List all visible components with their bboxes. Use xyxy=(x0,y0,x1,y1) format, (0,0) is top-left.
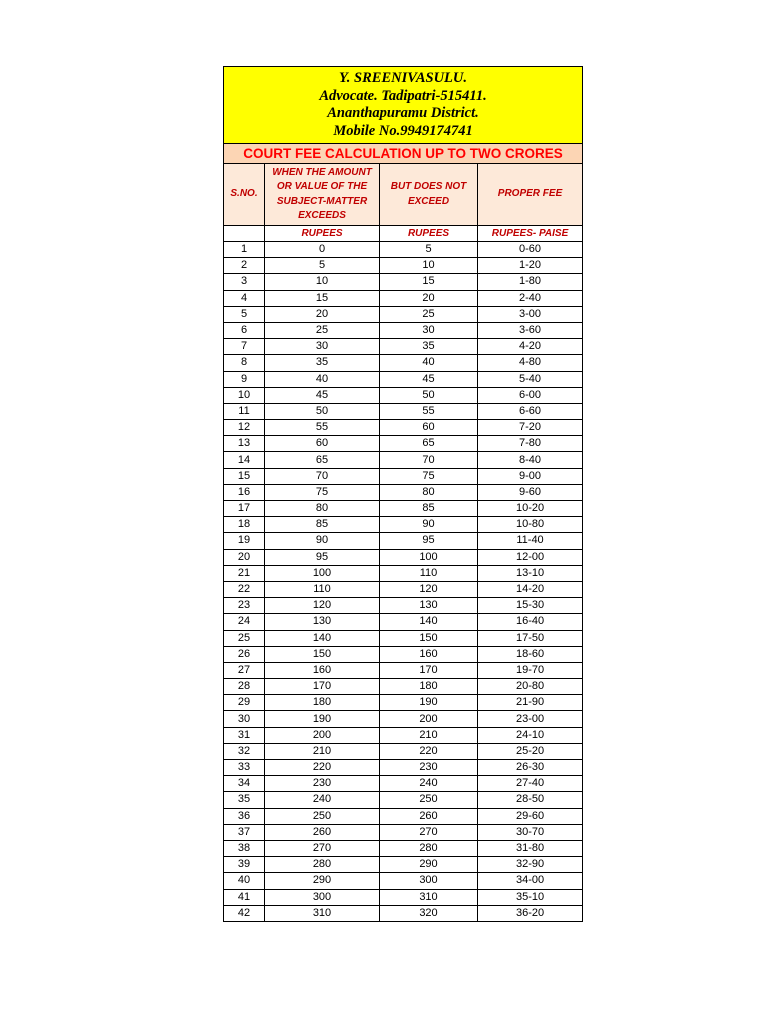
row-not-exceed: 320 xyxy=(380,905,478,921)
row-not-exceed: 220 xyxy=(380,743,478,759)
row-exceeds: 70 xyxy=(265,468,380,484)
row-fee: 7-20 xyxy=(478,420,583,436)
row-exceeds: 40 xyxy=(265,371,380,387)
row-not-exceed: 55 xyxy=(380,403,478,419)
row-exceeds: 45 xyxy=(265,387,380,403)
row-fee: 4-20 xyxy=(478,339,583,355)
unit-cell-not-exceed: RUPEES xyxy=(380,226,478,242)
table-row xyxy=(224,889,583,905)
table-row xyxy=(224,484,583,500)
row-exceeds: 0 xyxy=(265,242,380,258)
row-exceeds: 290 xyxy=(265,873,380,889)
row-not-exceed: 310 xyxy=(380,889,478,905)
row-fee: 1-80 xyxy=(478,274,583,290)
row-fee: 21-90 xyxy=(478,695,583,711)
row-not-exceed: 20 xyxy=(380,290,478,306)
row-fee: 20-80 xyxy=(478,679,583,695)
row-fee: 14-20 xyxy=(478,581,583,597)
row-fee: 12-00 xyxy=(478,549,583,565)
row-exceeds: 150 xyxy=(265,646,380,662)
row-fee: 8-40 xyxy=(478,452,583,468)
table-row xyxy=(224,306,583,322)
row-exceeds: 85 xyxy=(265,517,380,533)
row-sno: 5 xyxy=(224,306,265,322)
row-sno: 10 xyxy=(224,387,265,403)
row-fee: 35-10 xyxy=(478,889,583,905)
row-sno: 32 xyxy=(224,743,265,759)
row-not-exceed: 150 xyxy=(380,630,478,646)
row-exceeds: 210 xyxy=(265,743,380,759)
row-not-exceed: 200 xyxy=(380,711,478,727)
row-sno: 34 xyxy=(224,776,265,792)
row-sno: 1 xyxy=(224,242,265,258)
row-not-exceed: 70 xyxy=(380,452,478,468)
row-exceeds: 80 xyxy=(265,501,380,517)
row-exceeds: 75 xyxy=(265,484,380,500)
court-fee-sheet xyxy=(223,66,582,922)
row-sno: 4 xyxy=(224,290,265,306)
row-sno: 40 xyxy=(224,873,265,889)
table-row xyxy=(224,501,583,517)
row-exceeds: 160 xyxy=(265,662,380,678)
table-row xyxy=(224,371,583,387)
row-exceeds: 220 xyxy=(265,760,380,776)
row-sno: 18 xyxy=(224,517,265,533)
row-not-exceed: 250 xyxy=(380,792,478,808)
row-sno: 14 xyxy=(224,452,265,468)
row-exceeds: 120 xyxy=(265,598,380,614)
table-row xyxy=(224,403,583,419)
row-fee: 0-60 xyxy=(478,242,583,258)
table-row xyxy=(224,436,583,452)
row-exceeds: 110 xyxy=(265,581,380,597)
row-not-exceed: 130 xyxy=(380,598,478,614)
row-exceeds: 260 xyxy=(265,824,380,840)
row-fee: 25-20 xyxy=(478,743,583,759)
row-sno: 8 xyxy=(224,355,265,371)
row-sno: 22 xyxy=(224,581,265,597)
row-sno: 20 xyxy=(224,549,265,565)
row-fee: 9-00 xyxy=(478,468,583,484)
table-row xyxy=(224,662,583,678)
row-exceeds: 300 xyxy=(265,889,380,905)
row-not-exceed: 270 xyxy=(380,824,478,840)
table-row xyxy=(224,517,583,533)
table-row xyxy=(224,873,583,889)
row-fee: 16-40 xyxy=(478,614,583,630)
row-fee: 29-60 xyxy=(478,808,583,824)
row-fee: 31-80 xyxy=(478,840,583,856)
row-fee: 6-60 xyxy=(478,403,583,419)
table-row xyxy=(224,242,583,258)
row-exceeds: 230 xyxy=(265,776,380,792)
row-not-exceed: 80 xyxy=(380,484,478,500)
row-not-exceed: 35 xyxy=(380,339,478,355)
row-exceeds: 55 xyxy=(265,420,380,436)
unit-cell-fee: RUPEES- PAISE xyxy=(478,226,583,242)
row-not-exceed: 15 xyxy=(380,274,478,290)
row-fee: 13-10 xyxy=(478,565,583,581)
row-exceeds: 270 xyxy=(265,840,380,856)
column-header-exceeds: WHEN THE AMOUNT OR VALUE OF THE SUBJECT-MATTER EXCEEDS xyxy=(265,164,380,226)
row-not-exceed: 300 xyxy=(380,873,478,889)
row-fee: 9-60 xyxy=(478,484,583,500)
row-exceeds: 100 xyxy=(265,565,380,581)
row-fee: 26-30 xyxy=(478,760,583,776)
table-row xyxy=(224,322,583,338)
row-not-exceed: 260 xyxy=(380,808,478,824)
table-row xyxy=(224,355,583,371)
row-fee: 36-20 xyxy=(478,905,583,921)
table-row xyxy=(224,857,583,873)
row-fee: 3-60 xyxy=(478,322,583,338)
row-not-exceed: 65 xyxy=(380,436,478,452)
row-fee: 10-20 xyxy=(478,501,583,517)
row-not-exceed: 290 xyxy=(380,857,478,873)
unit-cell-sno xyxy=(224,226,265,242)
column-header-fee: PROPER FEE xyxy=(478,164,583,226)
row-fee: 4-80 xyxy=(478,355,583,371)
row-sno: 36 xyxy=(224,808,265,824)
table-row xyxy=(224,581,583,597)
row-exceeds: 170 xyxy=(265,679,380,695)
table-row xyxy=(224,743,583,759)
row-sno: 38 xyxy=(224,840,265,856)
row-exceeds: 60 xyxy=(265,436,380,452)
row-sno: 16 xyxy=(224,484,265,500)
row-exceeds: 30 xyxy=(265,339,380,355)
row-exceeds: 130 xyxy=(265,614,380,630)
row-fee: 30-70 xyxy=(478,824,583,840)
row-sno: 13 xyxy=(224,436,265,452)
row-exceeds: 65 xyxy=(265,452,380,468)
advocate-name: Y. SREENIVASULU. xyxy=(339,70,468,86)
row-exceeds: 180 xyxy=(265,695,380,711)
table-row xyxy=(224,533,583,549)
table-row xyxy=(224,614,583,630)
row-sno: 27 xyxy=(224,662,265,678)
table-row xyxy=(224,824,583,840)
row-not-exceed: 280 xyxy=(380,840,478,856)
row-not-exceed: 30 xyxy=(380,322,478,338)
row-exceeds: 90 xyxy=(265,533,380,549)
row-exceeds: 95 xyxy=(265,549,380,565)
table-row xyxy=(224,760,583,776)
row-fee: 19-70 xyxy=(478,662,583,678)
row-not-exceed: 240 xyxy=(380,776,478,792)
page-title: COURT FEE CALCULATION UP TO TWO CRORES xyxy=(224,144,583,164)
row-sno: 19 xyxy=(224,533,265,549)
row-fee: 3-00 xyxy=(478,306,583,322)
row-fee: 6-00 xyxy=(478,387,583,403)
row-fee: 15-30 xyxy=(478,598,583,614)
row-sno: 15 xyxy=(224,468,265,484)
table-row xyxy=(224,468,583,484)
row-exceeds: 190 xyxy=(265,711,380,727)
row-exceeds: 140 xyxy=(265,630,380,646)
row-exceeds: 5 xyxy=(265,258,380,274)
row-not-exceed: 50 xyxy=(380,387,478,403)
row-fee: 7-80 xyxy=(478,436,583,452)
advocate-district: Ananthapuramu District. xyxy=(327,105,479,121)
row-sno: 31 xyxy=(224,727,265,743)
row-exceeds: 280 xyxy=(265,857,380,873)
row-sno: 33 xyxy=(224,760,265,776)
row-sno: 12 xyxy=(224,420,265,436)
table-row xyxy=(224,727,583,743)
row-not-exceed: 25 xyxy=(380,306,478,322)
row-not-exceed: 160 xyxy=(380,646,478,662)
table-row xyxy=(224,679,583,695)
row-not-exceed: 90 xyxy=(380,517,478,533)
row-exceeds: 35 xyxy=(265,355,380,371)
row-sno: 23 xyxy=(224,598,265,614)
table-row xyxy=(224,840,583,856)
row-not-exceed: 10 xyxy=(380,258,478,274)
row-sno: 29 xyxy=(224,695,265,711)
table-row xyxy=(224,274,583,290)
row-not-exceed: 120 xyxy=(380,581,478,597)
row-sno: 21 xyxy=(224,565,265,581)
row-not-exceed: 140 xyxy=(380,614,478,630)
row-fee: 24-10 xyxy=(478,727,583,743)
table-row xyxy=(224,387,583,403)
court-fee-table xyxy=(223,66,583,922)
row-exceeds: 10 xyxy=(265,274,380,290)
table-row xyxy=(224,598,583,614)
table-row xyxy=(224,549,583,565)
row-fee: 2-40 xyxy=(478,290,583,306)
row-sno: 9 xyxy=(224,371,265,387)
row-fee: 27-40 xyxy=(478,776,583,792)
row-not-exceed: 180 xyxy=(380,679,478,695)
row-sno: 11 xyxy=(224,403,265,419)
row-fee: 17-50 xyxy=(478,630,583,646)
table-row xyxy=(224,808,583,824)
row-exceeds: 50 xyxy=(265,403,380,419)
row-sno: 41 xyxy=(224,889,265,905)
row-sno: 42 xyxy=(224,905,265,921)
table-row xyxy=(224,290,583,306)
table-row xyxy=(224,339,583,355)
table-row xyxy=(224,646,583,662)
table-row xyxy=(224,420,583,436)
row-sno: 3 xyxy=(224,274,265,290)
row-sno: 39 xyxy=(224,857,265,873)
row-not-exceed: 75 xyxy=(380,468,478,484)
row-not-exceed: 170 xyxy=(380,662,478,678)
advocate-mobile: Mobile No.9949174741 xyxy=(333,122,473,139)
row-fee: 10-80 xyxy=(478,517,583,533)
unit-cell-exceeds: RUPEES xyxy=(265,226,380,242)
row-not-exceed: 210 xyxy=(380,727,478,743)
row-sno: 17 xyxy=(224,501,265,517)
table-row xyxy=(224,792,583,808)
row-not-exceed: 45 xyxy=(380,371,478,387)
row-not-exceed: 230 xyxy=(380,760,478,776)
row-not-exceed: 60 xyxy=(380,420,478,436)
row-exceeds: 15 xyxy=(265,290,380,306)
row-sno: 7 xyxy=(224,339,265,355)
table-row xyxy=(224,695,583,711)
table-row xyxy=(224,452,583,468)
row-fee: 28-50 xyxy=(478,792,583,808)
row-sno: 30 xyxy=(224,711,265,727)
row-not-exceed: 40 xyxy=(380,355,478,371)
row-not-exceed: 100 xyxy=(380,549,478,565)
table-row xyxy=(224,630,583,646)
row-sno: 24 xyxy=(224,614,265,630)
table-row xyxy=(224,711,583,727)
row-fee: 34-00 xyxy=(478,873,583,889)
row-not-exceed: 190 xyxy=(380,695,478,711)
row-fee: 18-60 xyxy=(478,646,583,662)
table-row xyxy=(224,905,583,921)
row-exceeds: 25 xyxy=(265,322,380,338)
row-sno: 28 xyxy=(224,679,265,695)
row-exceeds: 250 xyxy=(265,808,380,824)
row-fee: 5-40 xyxy=(478,371,583,387)
row-not-exceed: 5 xyxy=(380,242,478,258)
row-fee: 32-90 xyxy=(478,857,583,873)
row-exceeds: 200 xyxy=(265,727,380,743)
row-exceeds: 310 xyxy=(265,905,380,921)
advocate-address: Advocate. Tadipatri-515411. xyxy=(319,87,487,104)
column-header-not-exceed: BUT DOES NOT EXCEED xyxy=(380,164,478,226)
table-row xyxy=(224,258,583,274)
column-header-sno: S.NO. xyxy=(224,164,265,226)
row-not-exceed: 95 xyxy=(380,533,478,549)
row-not-exceed: 85 xyxy=(380,501,478,517)
row-not-exceed: 110 xyxy=(380,565,478,581)
row-exceeds: 20 xyxy=(265,306,380,322)
advocate-header xyxy=(224,67,583,144)
row-sno: 2 xyxy=(224,258,265,274)
table-row xyxy=(224,565,583,581)
row-fee: 23-00 xyxy=(478,711,583,727)
row-sno: 6 xyxy=(224,322,265,338)
table-row xyxy=(224,776,583,792)
row-fee: 1-20 xyxy=(478,258,583,274)
row-exceeds: 240 xyxy=(265,792,380,808)
row-sno: 25 xyxy=(224,630,265,646)
row-sno: 35 xyxy=(224,792,265,808)
row-sno: 26 xyxy=(224,646,265,662)
row-fee: 11-40 xyxy=(478,533,583,549)
row-sno: 37 xyxy=(224,824,265,840)
